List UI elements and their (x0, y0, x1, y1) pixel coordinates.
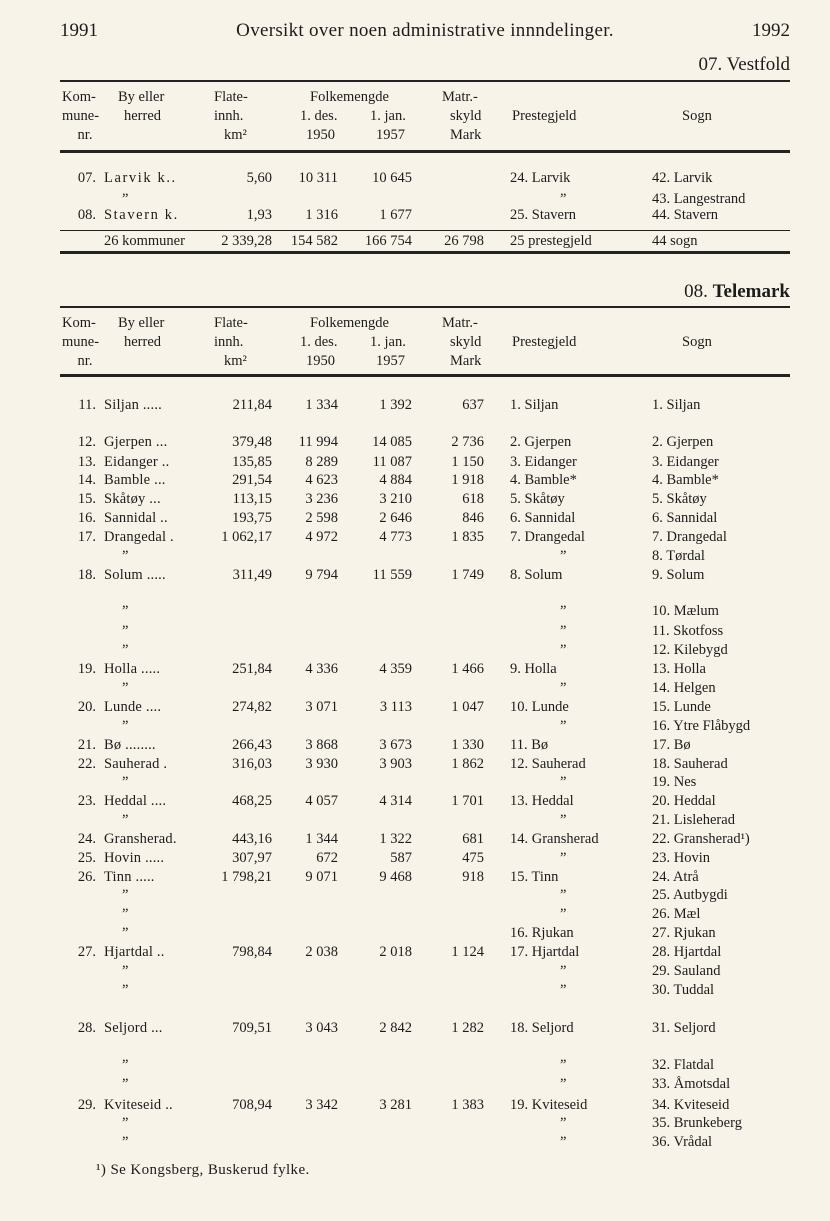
telemark-row-matr: 1 330 (451, 737, 484, 753)
telemark-row-name: Gjerpen ... (104, 434, 168, 450)
telemark-row-name: Lunde .... (104, 699, 162, 715)
telemark-row-name: ” (122, 1134, 129, 1150)
telemark-row-f1957: 1 322 (379, 831, 412, 847)
telemark-row-name: ” (122, 1076, 129, 1092)
telemark-row-flate: 274,82 (232, 699, 272, 715)
vestfold-row-f1950: 1 316 (305, 207, 338, 223)
telemark-row-flate: 316,03 (232, 756, 272, 772)
telemark-row-f1957: 9 468 (379, 869, 412, 885)
telemark-row-f1957: 11 087 (372, 454, 412, 470)
telemark-row-preste: 4. Bamble* (510, 472, 577, 488)
telemark-row-name: Bamble ... (104, 472, 166, 488)
page-number-right: 1992 (752, 20, 790, 41)
telemark-row-matr: 1 124 (451, 944, 484, 960)
telemark-row-preste: 15. Tinn (510, 869, 559, 885)
telemark-row-name: Skåtøy ... (104, 491, 161, 507)
county-name: Vestfold (726, 54, 790, 75)
telemark-row-f1950: 672 (316, 850, 338, 866)
telemark-row-sogn: 17. Bø (652, 737, 691, 753)
telemark-row-flate: 113,15 (232, 491, 272, 507)
telemark-row-preste: 12. Sauherad (510, 756, 586, 772)
telemark-row-preste: ” (560, 548, 567, 564)
telemark-row-f1957: 587 (390, 850, 412, 866)
telemark-row-f1950: 4 057 (305, 793, 338, 809)
col-head-flate: innh. (214, 334, 244, 350)
telemark-row-sogn: 31. Seljord (652, 1020, 716, 1036)
telemark-row-preste: ” (560, 774, 567, 790)
col-head-folkemengde: 1. jan. (370, 108, 406, 124)
telemark-row-matr: 1 862 (451, 756, 484, 772)
col-head-sogn: Sogn (682, 334, 712, 350)
telemark-row-f1957: 4 884 (379, 472, 412, 488)
table-bottom-rule (60, 251, 790, 254)
vestfold-row-flate: 1,93 (246, 207, 272, 223)
telemark-row-f1957: 11 559 (372, 567, 412, 583)
telemark-row-preste: ” (560, 718, 567, 734)
telemark-row-nr: 17. (77, 529, 96, 545)
telemark-row-sogn: 30. Tuddal (652, 982, 715, 998)
telemark-row-f1950: 4 623 (305, 472, 338, 488)
col-head-kommune: mune- (62, 108, 100, 124)
telemark-row-preste: ” (560, 906, 567, 922)
telemark-row-nr: 11. (78, 397, 96, 413)
telemark-row-flate: 307,97 (232, 850, 272, 866)
telemark-row-f1950: 3 930 (305, 756, 338, 772)
telemark-row-name: ” (122, 1115, 129, 1131)
col-head-herred: By eller (118, 89, 165, 105)
telemark-row-matr: 1 150 (451, 454, 484, 470)
table-top-rule (60, 306, 790, 308)
telemark-row-sogn: 19. Nes (652, 774, 697, 790)
telemark-row-matr: 2 736 (451, 434, 484, 450)
telemark-row-nr: 20. (77, 699, 96, 715)
telemark-row-sogn: 27. Rjukan (652, 925, 716, 941)
telemark-row-preste: 8. Solum (510, 567, 563, 583)
telemark-row-matr: 1 282 (451, 1020, 484, 1036)
telemark-row-nr: 12. (77, 434, 96, 450)
telemark-row-matr: 618 (462, 491, 484, 507)
telemark-row-f1957: 4 359 (379, 661, 412, 677)
telemark-row-flate: 1 062,17 (221, 529, 272, 545)
col-head-matrikkel: Mark (450, 353, 482, 369)
telemark-row-matr: 846 (462, 510, 484, 526)
col-head-kommune: Kom- (62, 89, 96, 105)
col-head-matrikkel: skyld (450, 108, 482, 124)
footnote: ¹) Se Kongsberg, Buskerud fylke. (96, 1162, 310, 1178)
telemark-row-preste: 7. Drangedal (510, 529, 585, 545)
telemark-row-sogn: 14. Helgen (652, 680, 716, 696)
telemark-row-sogn: 21. Lisleherad (652, 812, 735, 828)
telemark-row-name: Tinn ..... (104, 869, 155, 885)
telemark-row-nr: 25. (77, 850, 96, 866)
telemark-row-name: Siljan ..... (104, 397, 162, 413)
telemark-row-f1950: 8 289 (305, 454, 338, 470)
telemark-row-matr: 1 835 (451, 529, 484, 545)
col-head-prestegjeld: Prestegjeld (512, 334, 577, 350)
telemark-row-name: ” (122, 680, 129, 696)
vestfold-row-f1957: 1 677 (379, 207, 412, 223)
telemark-row-f1950: 3 043 (305, 1020, 338, 1036)
telemark-row-nr: 23. (77, 793, 96, 809)
col-head-folkemengde: 1. des. (300, 334, 338, 350)
telemark-row-flate: 1 798,21 (221, 869, 272, 885)
telemark-row-flate: 291,54 (232, 472, 272, 488)
telemark-row-preste: 6. Sannidal (510, 510, 576, 526)
telemark-row-sogn: 26. Mæl (652, 906, 701, 922)
telemark-row-f1957: 4 314 (379, 793, 412, 809)
col-head-folkemengde: 1957 (376, 353, 405, 369)
telemark-row-flate: 708,94 (232, 1097, 272, 1113)
telemark-row-nr: 16. (77, 510, 96, 526)
telemark-row-name: Drangedal . (104, 529, 174, 545)
col-head-kommune: nr. (77, 353, 93, 369)
telemark-row-nr: 24. (77, 831, 96, 847)
telemark-row-name: ” (122, 982, 129, 998)
telemark-row-f1950: 3 342 (305, 1097, 338, 1113)
telemark-row-preste: ” (560, 1134, 567, 1150)
col-head-folkemengde: Folkemengde (310, 89, 389, 105)
page-header (60, 20, 790, 48)
col-head-folkemengde: Folkemengde (310, 315, 389, 331)
col-head-matrikkel: Mark (450, 127, 482, 143)
col-head-folkemengde: 1950 (306, 127, 335, 143)
telemark-row-f1957: 3 673 (379, 737, 412, 753)
telemark-row-preste: ” (560, 812, 567, 828)
telemark-row-sogn: 18. Sauherad (652, 756, 728, 772)
vestfold-row-f1950: 10 311 (298, 170, 338, 186)
telemark-row-preste: 13. Heddal (510, 793, 574, 809)
telemark-row-sogn: 12. Kilebygd (652, 642, 728, 658)
telemark-row-name: Seljord ... (104, 1020, 163, 1036)
page-title: Oversikt over noen administrative innndelinger. (236, 20, 614, 41)
telemark-row-nr: 14. (77, 472, 96, 488)
telemark-row-preste: 17. Hjartdal (510, 944, 580, 960)
telemark-row-sogn: 24. Atrå (652, 869, 699, 885)
telemark-row-sogn: 3. Eidanger (652, 454, 719, 470)
telemark-row-f1957: 14 085 (372, 434, 412, 450)
vestfold-row-preste: ” (560, 191, 567, 207)
telemark-row-sogn: 2. Gjerpen (652, 434, 714, 450)
telemark-row-name: Heddal .... (104, 793, 167, 809)
telemark-row-name: ” (122, 774, 129, 790)
telemark-row-preste: ” (560, 680, 567, 696)
telemark-row-flate: 135,85 (232, 454, 272, 470)
telemark-row-flate: 468,25 (232, 793, 272, 809)
telemark-row-flate: 193,75 (232, 510, 272, 526)
telemark-row-name: ” (122, 642, 129, 658)
telemark-row-nr: 29. (77, 1097, 96, 1113)
telemark-row-flate: 251,84 (232, 661, 272, 677)
header-bottom-rule (60, 150, 790, 153)
telemark-row-sogn: 25. Autbygdi (652, 887, 728, 903)
telemark-row-name: Kviteseid .. (104, 1097, 173, 1113)
telemark-row-name: ” (122, 925, 129, 941)
telemark-row-nr: 28. (77, 1020, 96, 1036)
telemark-row-sogn: 1. Siljan (652, 397, 701, 413)
vestfold-row-preste: 25. Stavern (510, 207, 577, 223)
telemark-row-name: Sauherad . (104, 756, 168, 772)
telemark-row-f1950: 2 598 (305, 510, 338, 526)
telemark-row-name: Sannidal .. (104, 510, 168, 526)
telemark-row-sogn: 13. Holla (652, 661, 706, 677)
telemark-row-f1950: 1 344 (305, 831, 338, 847)
telemark-row-name: ” (122, 812, 129, 828)
col-head-kommune: Kom- (62, 315, 96, 331)
vestfold-row-nr: 08. (77, 207, 96, 223)
telemark-row-matr: 1 383 (451, 1097, 484, 1113)
telemark-row-sogn: 34. Kviteseid (652, 1097, 730, 1113)
telemark-row-f1950: 9 071 (305, 869, 338, 885)
col-head-flate: km² (224, 353, 247, 369)
telemark-row-f1957: 2 646 (379, 510, 412, 526)
county-title-telemark (684, 281, 790, 303)
telemark-row-preste: 1. Siljan (510, 397, 559, 413)
telemark-row-sogn: 32. Flatdal (652, 1057, 715, 1073)
vestfold-row-sogn: 43. Langestrand (652, 191, 746, 207)
telemark-row-preste: ” (560, 982, 567, 998)
telemark-row-sogn: 28. Hjartdal (652, 944, 722, 960)
telemark-row-sogn: 36. Vrådal (652, 1134, 713, 1150)
telemark-row-matr: 681 (462, 831, 484, 847)
telemark-row-preste: 14. Gransherad (510, 831, 599, 847)
telemark-row-matr: 918 (462, 869, 484, 885)
telemark-row-f1950: 1 334 (305, 397, 338, 413)
telemark-row-preste: ” (560, 1115, 567, 1131)
telemark-row-sogn: 9. Solum (652, 567, 705, 583)
telemark-row-flate: 709,51 (232, 1020, 272, 1036)
telemark-row-name: ” (122, 963, 129, 979)
telemark-row-sogn: 8. Tørdal (652, 548, 705, 564)
total-row-sogn: 44 sogn (652, 233, 698, 249)
telemark-row-flate: 266,43 (232, 737, 272, 753)
col-head-kommune: nr. (77, 127, 93, 143)
telemark-row-name: Solum ..... (104, 567, 166, 583)
county-number: 07. (698, 54, 723, 75)
telemark-row-nr: 15. (77, 491, 96, 507)
telemark-row-sogn: 20. Heddal (652, 793, 716, 809)
vestfold-row-f1957: 10 645 (372, 170, 412, 186)
telemark-row-name: ” (122, 623, 129, 639)
telemark-row-nr: 22. (77, 756, 96, 772)
total-row-matr: 26 798 (444, 233, 484, 249)
total-row-f1957: 166 754 (364, 233, 412, 249)
telemark-row-matr: 1 918 (451, 472, 484, 488)
telemark-row-f1957: 3 113 (379, 699, 412, 715)
col-head-matrikkel: Matr.- (442, 315, 478, 331)
telemark-row-sogn: 7. Drangedal (652, 529, 727, 545)
telemark-row-preste: ” (560, 963, 567, 979)
vestfold-row-sogn: 44. Stavern (652, 207, 719, 223)
col-head-matrikkel: Matr.- (442, 89, 478, 105)
total-label: 26 kommuner (104, 233, 185, 249)
telemark-row-f1957: 4 773 (379, 529, 412, 545)
telemark-row-matr: 1 749 (451, 567, 484, 583)
telemark-row-preste: 18. Seljord (510, 1020, 574, 1036)
telemark-row-name: Holla ..... (104, 661, 161, 677)
col-head-matrikkel: skyld (450, 334, 482, 350)
telemark-row-sogn: 29. Sauland (652, 963, 721, 979)
col-head-flate: km² (224, 127, 247, 143)
telemark-row-sogn: 23. Hovin (652, 850, 710, 866)
telemark-row-preste: ” (560, 623, 567, 639)
telemark-row-f1957: 2 842 (379, 1020, 412, 1036)
vestfold-row-name: ” (122, 191, 129, 207)
total-row-preste: 25 prestegjeld (510, 233, 592, 249)
telemark-row-name: ” (122, 718, 129, 734)
telemark-row-matr: 475 (462, 850, 484, 866)
telemark-row-name: Gransherad. (104, 831, 177, 847)
telemark-row-f1950: 2 038 (305, 944, 338, 960)
telemark-row-nr: 13. (77, 454, 96, 470)
telemark-row-preste: 9. Holla (510, 661, 557, 677)
col-head-herred: herred (124, 108, 162, 124)
telemark-row-preste: 5. Skåtøy (510, 491, 565, 507)
telemark-row-sogn: 5. Skåtøy (652, 491, 707, 507)
total-row-flate: 2 339,28 (221, 233, 272, 249)
telemark-row-matr: 1 466 (451, 661, 484, 677)
telemark-row-matr: 1 047 (451, 699, 484, 715)
telemark-row-name: Bø ........ (104, 737, 156, 753)
telemark-row-flate: 798,84 (232, 944, 272, 960)
telemark-row-f1950: 4 336 (305, 661, 338, 677)
telemark-row-nr: 26. (77, 869, 96, 885)
telemark-row-nr: 27. (77, 944, 96, 960)
telemark-row-flate: 311,49 (232, 567, 272, 583)
telemark-row-f1950: 11 994 (298, 434, 338, 450)
telemark-row-preste: ” (560, 642, 567, 658)
telemark-row-name: Hovin ..... (104, 850, 165, 866)
telemark-row-sogn: 16. Ytre Flåbygd (652, 718, 751, 734)
col-head-kommune: mune- (62, 334, 100, 350)
col-head-folkemengde: 1957 (376, 127, 405, 143)
telemark-row-preste: 16. Rjukan (510, 925, 574, 941)
telemark-row-sogn: 35. Brunkeberg (652, 1115, 742, 1131)
telemark-row-sogn: 4. Bamble* (652, 472, 719, 488)
vestfold-row-name: Stavern k. (104, 207, 179, 223)
telemark-row-f1950: 3 236 (305, 491, 338, 507)
telemark-row-name: ” (122, 906, 129, 922)
county-number: 08. (684, 281, 708, 302)
telemark-row-matr: 1 701 (451, 793, 484, 809)
telemark-row-sogn: 10. Mælum (652, 603, 719, 619)
telemark-row-sogn: 11. Skotfoss (652, 623, 724, 639)
vestfold-row-name: Larvik k.. (104, 170, 177, 186)
telemark-row-f1950: 3 868 (305, 737, 338, 753)
col-head-herred: herred (124, 334, 162, 350)
telemark-row-nr: 19. (77, 661, 96, 677)
telemark-row-name: ” (122, 548, 129, 564)
col-head-folkemengde: 1. jan. (370, 334, 406, 350)
col-head-folkemengde: 1950 (306, 353, 335, 369)
header-bottom-rule (60, 374, 790, 377)
telemark-row-name: ” (122, 603, 129, 619)
telemark-row-f1950: 3 071 (305, 699, 338, 715)
telemark-row-preste: 11. Bø (510, 737, 549, 753)
telemark-row-sogn: 6. Sannidal (652, 510, 718, 526)
county-name: Telemark (712, 281, 790, 302)
telemark-row-flate: 443,16 (232, 831, 272, 847)
telemark-row-f1957: 1 392 (379, 397, 412, 413)
col-head-flate: innh. (214, 108, 244, 124)
telemark-row-f1957: 3 281 (379, 1097, 412, 1113)
total-top-rule (60, 230, 790, 231)
telemark-row-name: ” (122, 887, 129, 903)
vestfold-row-flate: 5,60 (246, 170, 272, 186)
telemark-row-preste: 3. Eidanger (510, 454, 577, 470)
telemark-row-sogn: 15. Lunde (652, 699, 711, 715)
telemark-row-preste: 19. Kviteseid (510, 1097, 588, 1113)
total-row-f1950: 154 582 (290, 233, 338, 249)
telemark-row-flate: 379,48 (232, 434, 272, 450)
county-title-vestfold (699, 54, 791, 76)
telemark-row-f1957: 3 903 (379, 756, 412, 772)
col-head-sogn: Sogn (682, 108, 712, 124)
vestfold-row-sogn: 42. Larvik (652, 170, 713, 186)
telemark-row-nr: 21. (77, 737, 96, 753)
vestfold-row-nr: 07. (77, 170, 96, 186)
col-head-folkemengde: 1. des. (300, 108, 338, 124)
telemark-row-preste: 10. Lunde (510, 699, 569, 715)
telemark-row-name: Hjartdal .. (104, 944, 165, 960)
telemark-row-preste: ” (560, 1076, 567, 1092)
col-head-herred: By eller (118, 315, 165, 331)
col-head-flate: Flate- (214, 315, 248, 331)
telemark-row-name: Eidanger .. (104, 454, 170, 470)
telemark-row-flate: 211,84 (232, 397, 272, 413)
telemark-row-preste: ” (560, 603, 567, 619)
telemark-row-f1950: 9 794 (305, 567, 338, 583)
telemark-row-f1957: 3 210 (379, 491, 412, 507)
table-top-rule (60, 80, 790, 82)
col-head-prestegjeld: Prestegjeld (512, 108, 577, 124)
telemark-row-nr: 18. (77, 567, 96, 583)
telemark-row-sogn: 33. Åmotsdal (652, 1076, 731, 1092)
telemark-row-f1950: 4 972 (305, 529, 338, 545)
telemark-row-preste: ” (560, 850, 567, 866)
page-number-left: 1991 (60, 20, 98, 41)
col-head-flate: Flate- (214, 89, 248, 105)
telemark-row-preste: 2. Gjerpen (510, 434, 572, 450)
telemark-row-f1957: 2 018 (379, 944, 412, 960)
telemark-row-sogn: 22. Gransherad¹) (652, 831, 750, 847)
telemark-row-preste: ” (560, 1057, 567, 1073)
telemark-row-name: ” (122, 1057, 129, 1073)
telemark-row-matr: 637 (462, 397, 484, 413)
telemark-row-preste: ” (560, 887, 567, 903)
vestfold-row-preste: 24. Larvik (510, 170, 571, 186)
